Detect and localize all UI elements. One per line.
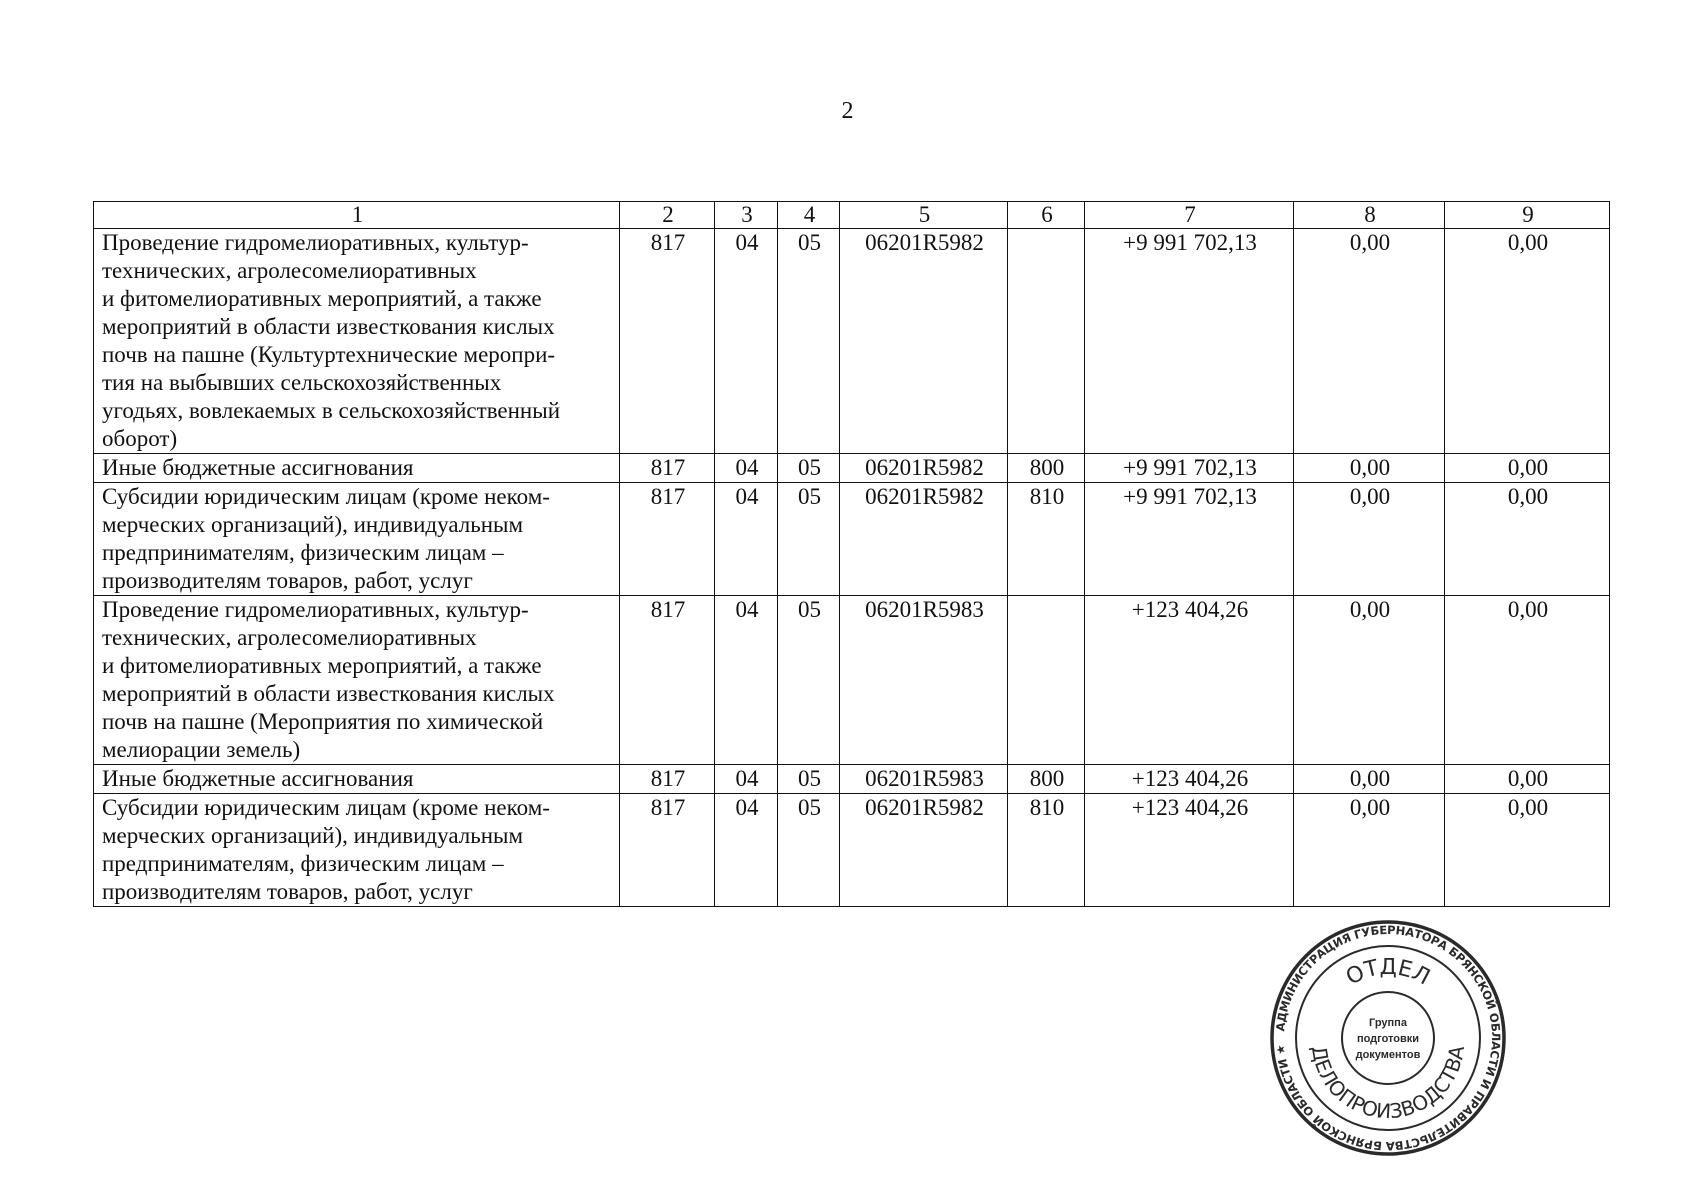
column-number: 6 (1008, 202, 1085, 229)
amount-col-8: 0,00 (1294, 454, 1445, 483)
expense-type-code: 800 (1008, 454, 1085, 483)
target-article-code: 06201R5983 (840, 765, 1008, 794)
subsection-code: 05 (778, 765, 840, 794)
amount-change: +9 991 702,13 (1085, 454, 1294, 483)
amount-col-9: 0,00 (1445, 596, 1610, 765)
row-description: Проведение гидромелиоративных, культур- технических, агролесомелиоративных и фитомелиоративных мероприятий, а также мероприятий в области известкования кислых почв на пашне (Культуртехнические меропри- тия на выбывших сельскохозяйственных угодьях, вовлекаемых в сельскохозяйственный оборот) (94, 229, 620, 454)
amount-change: +9 991 702,13 (1085, 229, 1294, 454)
amount-change: +9 991 702,13 (1085, 483, 1294, 596)
row-description: Проведение гидромелиоративных, культур- технических, агролесомелиоративных и фитомелиоративных мероприятий, а также мероприятий в области известкования кислых почв на пашне (Мероприятия по химической мелиорации земель) (94, 596, 620, 765)
column-number-row (94, 202, 1610, 229)
table-row (94, 596, 1610, 765)
table-row (94, 765, 1610, 794)
amount-col-9: 0,00 (1445, 454, 1610, 483)
office-seal (1268, 918, 1508, 1158)
row-description: Субсидии юридическим лицам (кроме неком- мерческих организаций), индивидуальным предпринимателям, физическим лицам – производителям товаров, работ, услуг (94, 483, 620, 596)
expense-type-code: 810 (1008, 483, 1085, 596)
target-article-code: 06201R5982 (840, 483, 1008, 596)
subsection-code: 05 (778, 596, 840, 765)
amount-change: +123 404,26 (1085, 794, 1294, 907)
amount-col-9: 0,00 (1445, 483, 1610, 596)
row-description: Иные бюджетные ассигнования (94, 454, 620, 483)
row-description: Иные бюджетные ассигнования (94, 765, 620, 794)
page-number: 2 (841, 98, 854, 124)
column-number: 3 (715, 202, 778, 229)
budget-table (93, 201, 1610, 907)
subsection-code: 05 (778, 483, 840, 596)
table-row (94, 483, 1610, 596)
column-number: 9 (1445, 202, 1610, 229)
subsection-code: 05 (778, 454, 840, 483)
expense-type-code (1008, 229, 1085, 454)
column-number: 7 (1085, 202, 1294, 229)
row-description: Субсидии юридическим лицам (кроме неком- мерческих организаций), индивидуальным предпринимателям, физическим лицам – производителям товаров, работ, услуг (94, 794, 620, 907)
target-article-code: 06201R5983 (840, 596, 1008, 765)
table-row (94, 794, 1610, 907)
seal-arc-bottom: ДЕЛОПРОИЗВОДСТВА (1306, 1043, 1470, 1124)
target-article-code: 06201R5982 (840, 454, 1008, 483)
seal-outer-text: АДМИНИСТРАЦИЯ ГУБЕРНАТОРА БРЯНСКОЙ ОБЛАСТИ И ПРАВИТЕЛЬСТВА БРЯНСКОЙ ОБЛАСТИ ★ (1273, 922, 1504, 1154)
expense-type-code (1008, 596, 1085, 765)
column-number: 5 (840, 202, 1008, 229)
amount-col-8: 0,00 (1294, 596, 1445, 765)
column-number: 1 (94, 202, 620, 229)
amount-col-9: 0,00 (1445, 765, 1610, 794)
section-code: 04 (715, 765, 778, 794)
column-number: 2 (620, 202, 715, 229)
section-code: 04 (715, 596, 778, 765)
amount-col-9: 0,00 (1445, 229, 1610, 454)
ministry-code: 817 (620, 483, 715, 596)
amount-col-8: 0,00 (1294, 229, 1445, 454)
subsection-code: 05 (778, 794, 840, 907)
amount-change: +123 404,26 (1085, 596, 1294, 765)
seal-arc-top: ОТДЕЛ (1342, 954, 1434, 991)
amount-col-8: 0,00 (1294, 765, 1445, 794)
section-code: 04 (715, 229, 778, 454)
seal-center-line: документов (1355, 1049, 1421, 1061)
target-article-code: 06201R5982 (840, 794, 1008, 907)
seal-center-line: Группа (1369, 1017, 1407, 1029)
ministry-code: 817 (620, 765, 715, 794)
section-code: 04 (715, 483, 778, 596)
amount-col-9: 0,00 (1445, 794, 1610, 907)
ministry-code: 817 (620, 229, 715, 454)
table-row (94, 229, 1610, 454)
amount-col-8: 0,00 (1294, 483, 1445, 596)
ministry-code: 817 (620, 794, 715, 907)
amount-col-8: 0,00 (1294, 794, 1445, 907)
subsection-code: 05 (778, 229, 840, 454)
ministry-code: 817 (620, 454, 715, 483)
section-code: 04 (715, 794, 778, 907)
expense-type-code: 800 (1008, 765, 1085, 794)
target-article-code: 06201R5982 (840, 229, 1008, 454)
section-code: 04 (715, 454, 778, 483)
ministry-code: 817 (620, 596, 715, 765)
seal-center-line: подготовки (1356, 1033, 1420, 1045)
column-number: 8 (1294, 202, 1445, 229)
expense-type-code: 810 (1008, 794, 1085, 907)
column-number: 4 (778, 202, 840, 229)
table-row (94, 454, 1610, 483)
amount-change: +123 404,26 (1085, 765, 1294, 794)
